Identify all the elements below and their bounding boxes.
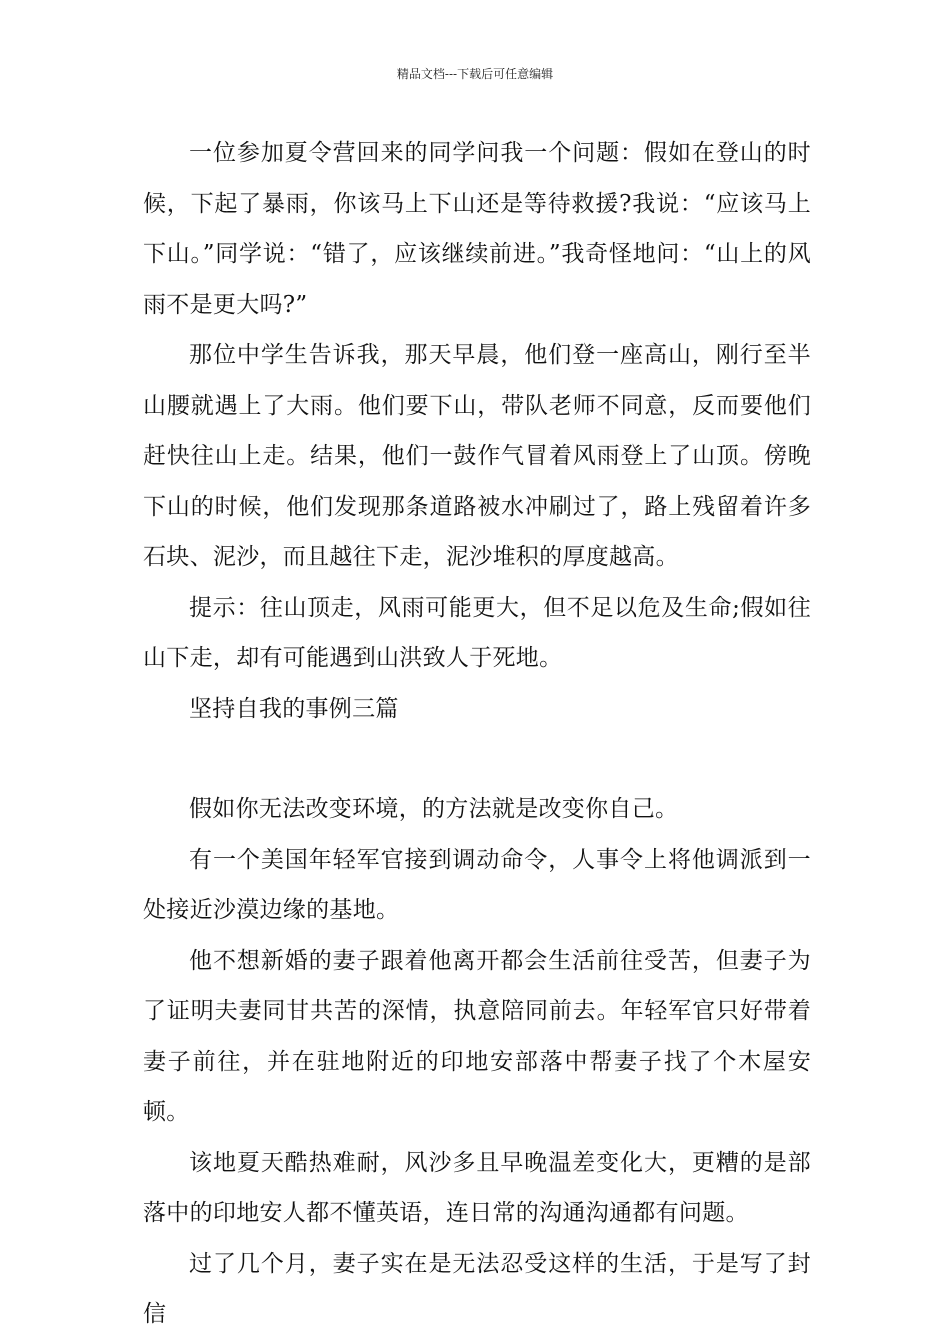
paragraph-2: 那位中学生告诉我，那天早晨，他们登一座高山，刚行至半山腰就遇上了大雨。他们要下山，带队老师不同意，反而要他们赶快往山上走。结果，他们一鼓作气冒着风雨登上了山顶。傍晚下山的时候，他们发现那条道路被水冲刷过了，路上残留着许多石块、泥沙，而且越往下走，泥沙堆积的厚度越高。 (143, 342, 811, 570)
paragraph-7: 该地夏天酷热难耐，风沙多且早晚温差变化大，更糟的是部落中的印地安人都不懂英语，连日常的沟通沟通都有问题。 (143, 1149, 811, 1226)
document-body (143, 128, 811, 1340)
paragraph-5: 有一个美国年轻军官接到调动命令，人事令上将他调派到一处接近沙漠边缘的基地。 (143, 846, 811, 923)
paragraph-1: 一位参加夏令营回来的同学问我一个问题：假如在登山的时候，下起了暴雨，你该马上下山还是等待救援?我说：“应该马上下山。”同学说：“错了，应该继续前进。”我奇怪地问：“山上的风雨不是更大吗?” (143, 140, 811, 318)
section-title: 坚持自我的事例三篇 (189, 695, 399, 722)
paragraph-8: 过了几个月，妻子实在是无法忍受这样的生活，于是写了封信 (143, 1250, 811, 1327)
paragraph-6: 他不想新婚的妻子跟着他离开都会生活前往受苦，但妻子为了证明夫妻同甘共苦的深情，执意陪同前去。年轻军官只好带着妻子前往，并在驻地附近的印地安部落中帮妻子找了个木屋安顿。 (143, 947, 811, 1125)
blank-line (143, 734, 811, 784)
page-header: 精品文档---下载后可任意编辑 (396, 67, 554, 81)
paragraph-4: 假如你无法改变环境，的方法就是改变你自己。 (189, 796, 679, 822)
paragraph-3: 提示：往山顶走，风雨可能更大，但不足以危及生命;假如往山下走，却有可能遇到山洪致人于死地。 (143, 594, 811, 671)
